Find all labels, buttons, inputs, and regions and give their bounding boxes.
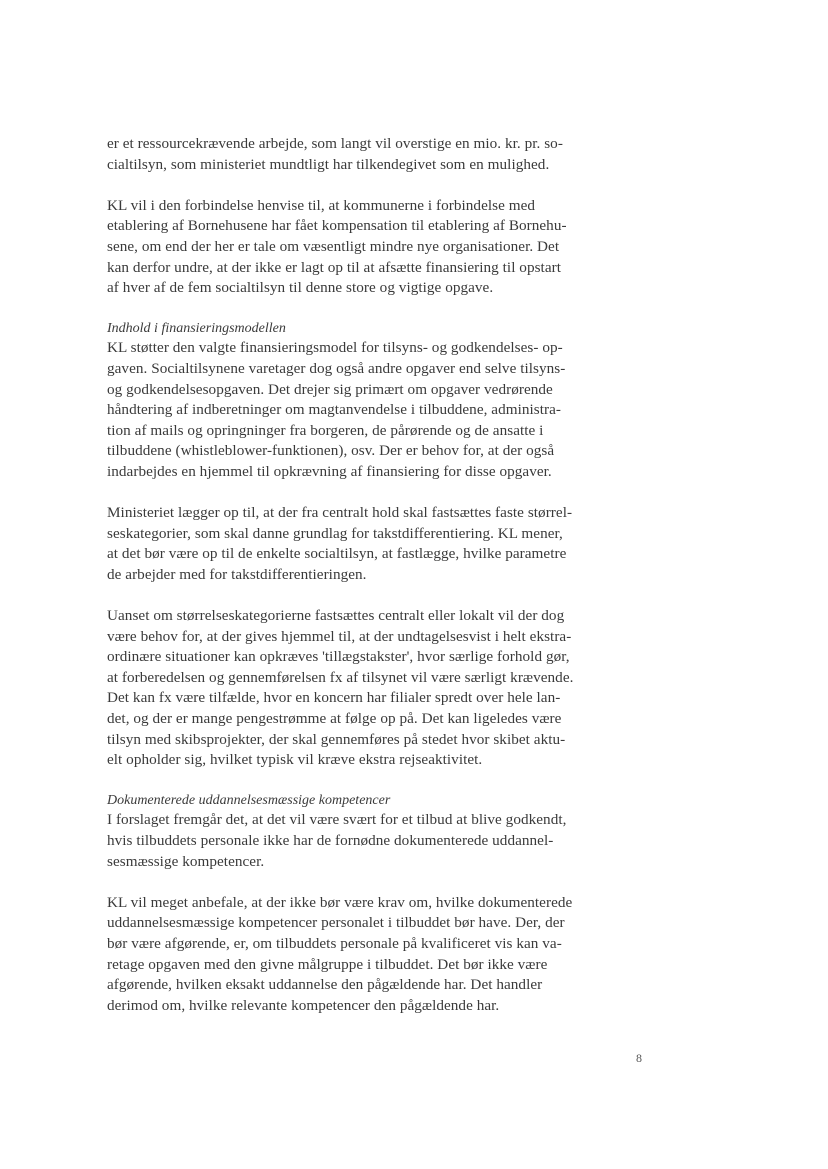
text-line: etablering af Bornehusene har fået kompensation til etablering af Bornehu- xyxy=(107,217,567,235)
text-line: gaven. Socialtilsynene varetager dog også andre opgaver end selve tilsyns- xyxy=(107,359,566,377)
text-line: tilbuddene (whistleblower-funktionen), osv. Der er behov for, at der også xyxy=(107,442,555,460)
text-line: at det bør være op til de enkelte socialtilsyn, at fastlægge, hvilke parametre xyxy=(107,545,567,563)
text-line: KL vil meget anbefale, at der ikke bør være krav om, hvilke dokumenterede xyxy=(107,893,573,911)
text-line: Uanset om størrelseskategorierne fastsættes centralt eller lokalt vil der dog xyxy=(107,607,565,625)
paragraph xyxy=(107,196,601,299)
paragraph xyxy=(107,319,601,482)
document-body xyxy=(107,134,601,1037)
text-line: indarbejdes en hjemmel til opkrævning af finansiering for disse opgaver. xyxy=(107,462,552,480)
text-line: hvis tilbuddets personale ikke har de fornødne dokumenterede uddannel- xyxy=(107,832,554,849)
page-number: 8 xyxy=(636,1051,642,1065)
text-line: cialtilsyn, som ministeriet mundtligt har tilkendegivet som en mulighed. xyxy=(107,155,550,173)
text-line: derimod om, hvilke relevante kompetencer den pågældende har. xyxy=(107,996,500,1014)
paragraph xyxy=(107,791,601,872)
text-line: kan derfor undre, at der ikke er lagt op til at afsætte finansiering til opstart xyxy=(107,258,561,276)
text-line: afgørende, hvilken eksakt uddannelse den pågældende har. Det handler xyxy=(107,976,543,994)
text-line: uddannelsesmæssige kompetencer personalet i tilbuddet bør have. Der, der xyxy=(107,914,565,932)
section-heading: Indhold i finansieringsmodellen xyxy=(107,321,286,337)
text-line: seskategorier, som skal danne grundlag for takstdifferentiering. KL mener, xyxy=(107,524,563,542)
text-line: tilsyn med skibsprojekter, der skal gennemføres på stedet hvor skibet aktu- xyxy=(107,730,566,748)
text-line: og godkendelsesopgaven. Det drejer sig primært om opgaver vedrørende xyxy=(107,380,553,398)
text-line: af hver af de fem socialtilsyn til denne store og vigtige opgave. xyxy=(107,279,494,297)
text-line: KL vil i den forbindelse henvise til, at kommunerne i forbindelse med xyxy=(107,196,536,214)
paragraph xyxy=(107,606,601,771)
text-line: Ministeriet lægger op til, at der fra centralt hold skal fastsættes faste størrel- xyxy=(107,504,573,522)
text-line: ordinære situationer kan opkræves 'tillægstakster', hvor særlige forhold gør, xyxy=(107,648,570,666)
text-line: de arbejder med for takstdifferentieringen. xyxy=(107,565,367,583)
text-line: retage opgaven med den givne målgruppe i tilbuddet. Det bør ikke være xyxy=(107,955,548,973)
section-heading: Dokumenterede uddannelsesmæssige kompetencer xyxy=(107,793,391,809)
text-line: være behov for, at der gives hjemmel til, at der undtagelsesvist i helt ekstra- xyxy=(107,627,572,645)
text-line: sesmæssige kompetencer. xyxy=(107,852,265,870)
text-line: tion af mails og opringninger fra borgeren, de pårørende og de ansatte i xyxy=(107,421,544,439)
text-line: at forberedelsen og gennemførelsen fx af tilsynet vil være særligt krævende. xyxy=(107,668,574,686)
text-line: er et ressourcekrævende arbejde, som langt vil overstige en mio. kr. pr. so- xyxy=(107,135,563,152)
text-line: I forslaget fremgår det, at det vil være svært for et tilbud at blive godkendt, xyxy=(107,811,567,829)
text-line: håndtering af indberetninger om magtanvendelse i tilbuddene, administra- xyxy=(107,401,562,419)
text-line: elt opholder sig, hvilket typisk vil kræve ekstra rejseaktivitet. xyxy=(107,751,483,769)
paragraph xyxy=(107,893,601,1017)
text-line: KL støtter den valgte finansieringsmodel for tilsyns- og godkendelses- op- xyxy=(107,339,563,357)
text-line: Det kan fx være tilfælde, hvor en koncern har filialer spredt over hele lan- xyxy=(107,689,561,707)
text-line: bør være afgørende, er, om tilbuddets personale på kvalificeret vis kan va- xyxy=(107,934,562,952)
text-line: det, og der er mange pengestrømme at følge op på. Det kan ligeledes være xyxy=(107,710,562,728)
paragraph xyxy=(107,134,601,175)
text-line: sene, om end der her er tale om væsentligt mindre nye organisationer. Det xyxy=(107,237,560,255)
paragraph xyxy=(107,503,601,585)
